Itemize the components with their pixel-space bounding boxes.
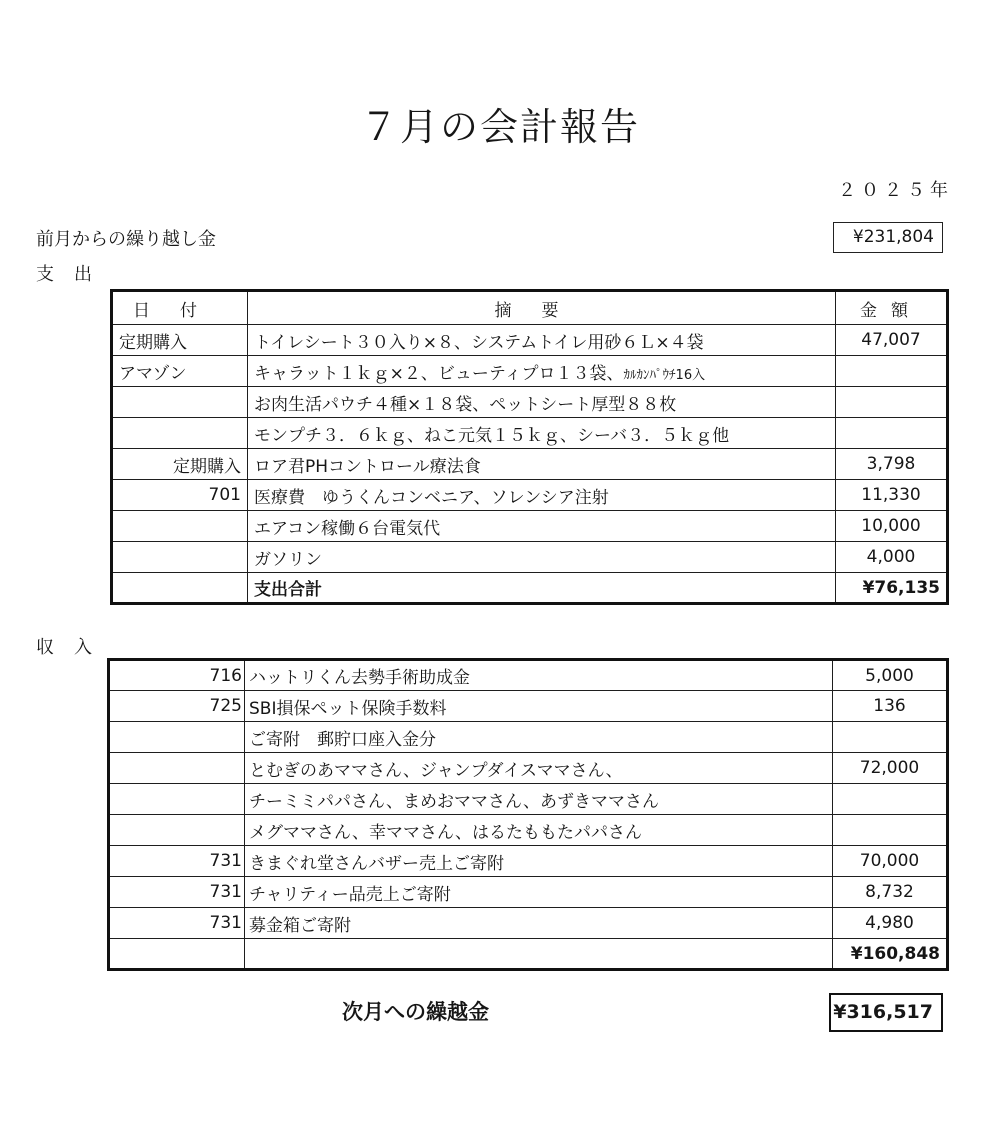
income-total-row	[109, 939, 948, 970]
row-amount: 47,007	[836, 325, 948, 356]
row-date	[109, 784, 245, 815]
income-total-amount: ¥160,848	[833, 939, 948, 970]
report-title: ７月の会計報告	[359, 105, 640, 149]
table-row	[112, 356, 948, 387]
header-amount: 金額	[836, 291, 948, 325]
row-amount	[836, 387, 948, 418]
carry-over-label: 前月からの繰り越し金	[36, 229, 216, 250]
row-amount: 72,000	[833, 753, 948, 784]
row-date	[112, 418, 248, 449]
row-desc: メグママさん、幸ママさん、はるたももたパパさん	[245, 815, 833, 846]
table-row	[112, 325, 948, 356]
row-amount: 10,000	[836, 511, 948, 542]
row-date: 731	[109, 908, 245, 939]
row-desc: とむぎのあママさん、ジャンプダイスママさん、	[245, 753, 833, 784]
row-date	[112, 387, 248, 418]
total-desc	[245, 939, 833, 970]
row-desc: トイレシート３０入り×８、システムトイレ用砂６Ｌ×４袋	[248, 325, 836, 356]
row-date	[112, 542, 248, 573]
row-amount	[833, 722, 948, 753]
row-date	[109, 815, 245, 846]
header-date: 日付	[112, 291, 248, 325]
row-amount	[836, 356, 948, 387]
total-date	[112, 573, 248, 604]
table-row	[112, 480, 948, 511]
row-amount	[833, 784, 948, 815]
row-desc	[248, 356, 836, 387]
report-year: ２０２５年	[838, 180, 953, 201]
row-amount: 5,000	[833, 660, 948, 691]
expenses-header-row	[112, 291, 948, 325]
row-desc-small: ｶﾙｶﾝﾊﾟｳﾁ16入	[623, 367, 706, 383]
table-row	[109, 815, 948, 846]
next-month-label: 次月への繰越金	[342, 1000, 489, 1024]
expenses-section-label: 支出	[36, 264, 112, 285]
row-desc: チャリティー品売上ご寄附	[245, 877, 833, 908]
table-row	[109, 784, 948, 815]
table-row	[109, 660, 948, 691]
row-desc: きまぐれ堂さんバザー売上ご寄附	[245, 846, 833, 877]
next-month-amount: ¥316,517	[829, 993, 943, 1032]
row-date	[112, 511, 248, 542]
row-amount: 8,732	[833, 877, 948, 908]
table-row	[112, 449, 948, 480]
expenses-total-label: 支出合計	[248, 573, 836, 604]
row-desc: ロア君PHコントロール療法食	[248, 449, 836, 480]
row-desc: 医療費 ゆうくんコンベニア、ソレンシア注射	[248, 480, 836, 511]
table-row	[109, 753, 948, 784]
row-amount: 136	[833, 691, 948, 722]
row-amount: 4,980	[833, 908, 948, 939]
expenses-total-row	[112, 573, 948, 604]
row-desc-main: キャラット１ｋｇ×２、ビューティプロ１３袋、	[254, 363, 624, 384]
table-row	[109, 722, 948, 753]
table-row	[109, 691, 948, 722]
row-amount: 11,330	[836, 480, 948, 511]
row-date	[109, 722, 245, 753]
row-date: アマゾン	[112, 356, 248, 387]
row-desc: ご寄附 郵貯口座入金分	[245, 722, 833, 753]
expenses-table	[110, 289, 949, 605]
row-desc: 募金箱ご寄附	[245, 908, 833, 939]
carry-over-amount: ¥231,804	[833, 222, 943, 253]
income-table	[107, 658, 949, 971]
row-date: 701	[112, 480, 248, 511]
expenses-total-amount: ¥76,135	[836, 573, 948, 604]
row-date: 定期購入	[112, 325, 248, 356]
table-row	[112, 511, 948, 542]
total-date	[109, 939, 245, 970]
table-row	[112, 387, 948, 418]
row-amount	[833, 815, 948, 846]
row-date	[109, 753, 245, 784]
row-desc: お肉生活パウチ４種×１８袋、ペットシート厚型８８枚	[248, 387, 836, 418]
row-date: 731	[109, 877, 245, 908]
row-desc: ハットリくん去勢手術助成金	[245, 660, 833, 691]
row-amount: 3,798	[836, 449, 948, 480]
row-amount: 70,000	[833, 846, 948, 877]
table-row	[112, 542, 948, 573]
row-amount	[836, 418, 948, 449]
row-date: 716	[109, 660, 245, 691]
table-row	[109, 908, 948, 939]
table-row	[112, 418, 948, 449]
row-date: 定期購入	[112, 449, 248, 480]
row-desc: チーミミパパさん、まめおママさん、あずきママさん	[245, 784, 833, 815]
row-desc: エアコン稼働６台電気代	[248, 511, 836, 542]
row-desc: ガソリン	[248, 542, 836, 573]
table-row	[109, 846, 948, 877]
row-date: 731	[109, 846, 245, 877]
header-desc: 摘要	[248, 291, 836, 325]
row-desc: モンプチ３．６ｋｇ、ねこ元気１５ｋｇ、シーバ３．５ｋｇ他	[248, 418, 836, 449]
table-row	[109, 877, 948, 908]
row-amount: 4,000	[836, 542, 948, 573]
row-date: 725	[109, 691, 245, 722]
income-section-label: 収入	[36, 637, 112, 658]
row-desc: SBI損保ペット保険手数料	[245, 691, 833, 722]
